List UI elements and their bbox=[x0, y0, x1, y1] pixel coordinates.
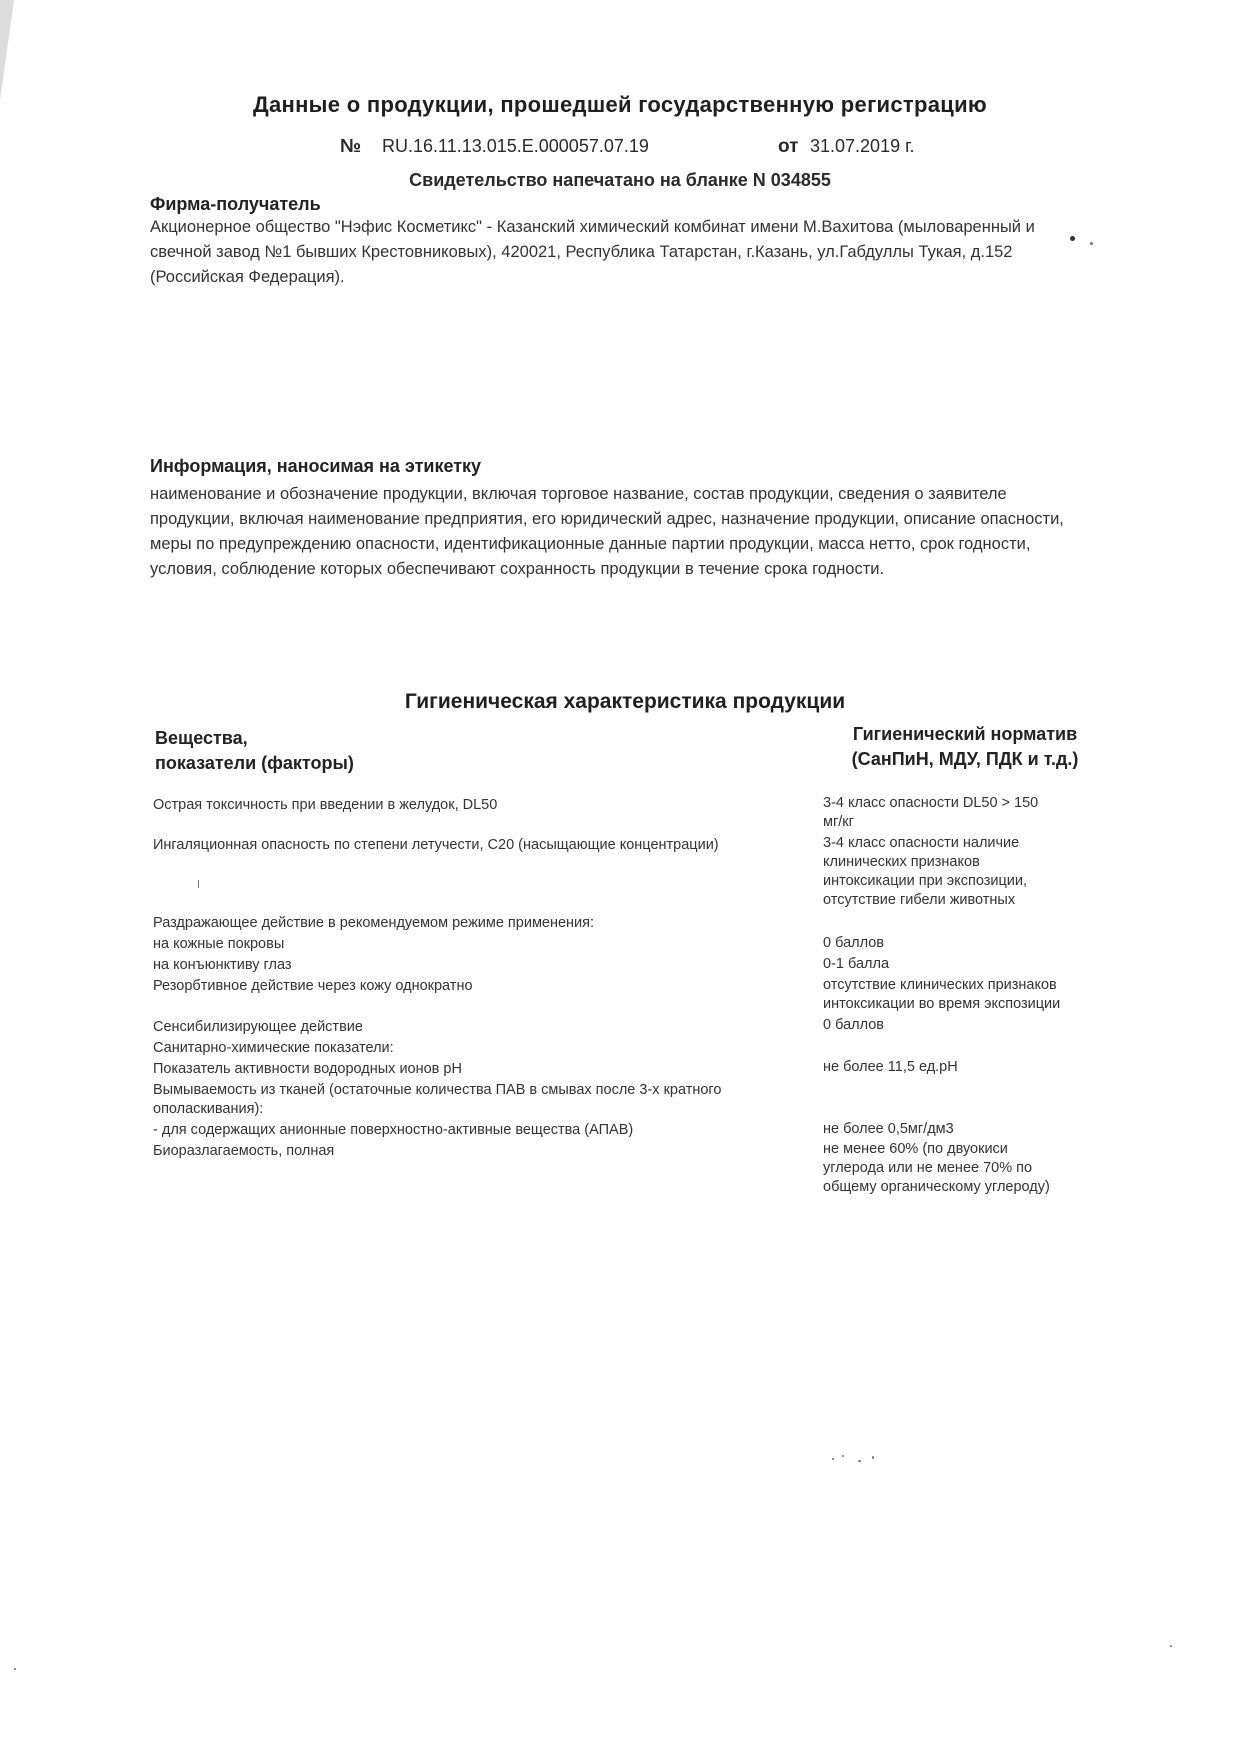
factor-row: Показатель активности водородных ионов pH bbox=[153, 1061, 462, 1077]
label-info-line: продукции, включая наименование предприятия, его юридический адрес, назначение продукции, описание опасности, bbox=[150, 510, 1064, 528]
label-info-line: условия, соблюдение которых обеспечивают сохранность продукции в течение срока годности. bbox=[150, 560, 885, 578]
norm-row: общему органическому углероду) bbox=[823, 1179, 1050, 1195]
registration-number-label: № bbox=[340, 136, 362, 157]
norm-row: 0 баллов bbox=[823, 1017, 884, 1033]
factor-row: - для содержащих анионные поверхностно-активные вещества (АПАВ) bbox=[153, 1122, 634, 1138]
label-info-line: наименование и обозначение продукции, включая торговое название, состав продукции, сведения о заявителе bbox=[150, 485, 1007, 503]
label-info-heading: Информация, наносимая на этикетку bbox=[150, 456, 482, 476]
recipient-heading: Фирма-получатель bbox=[150, 194, 321, 214]
norm-row: не более 11,5 ед.pH bbox=[823, 1059, 958, 1075]
factor-row: Биоразлагаемость, полная bbox=[153, 1143, 335, 1159]
norm-row: отсутствие клинических признаков bbox=[823, 977, 1057, 993]
scan-speck bbox=[198, 880, 199, 888]
factor-row: на конъюнктиву глаз bbox=[153, 957, 292, 973]
label-info-line: меры по предупреждению опасности, идентификационные данные партии продукции, масса нетто, срок годности, bbox=[150, 535, 1031, 553]
norm-row: не более 0,5мг/дм3 bbox=[823, 1121, 954, 1137]
scan-speck bbox=[832, 1458, 834, 1460]
norm-row: интоксикации во время экспозиции bbox=[823, 996, 1061, 1012]
norm-row: 0-1 балла bbox=[823, 956, 890, 972]
scan-speck bbox=[858, 1460, 861, 1462]
factor-row: Острая токсичность при введении в желудок, DL50 bbox=[153, 797, 498, 813]
substances-column-header: Вещества, показатели (факторы) bbox=[155, 728, 354, 773]
norm-row: мг/кг bbox=[823, 814, 854, 830]
factor-row: Вымываемость из тканей (остаточные количества ПАВ в смывах после 3-х кратного bbox=[153, 1082, 722, 1098]
scan-speck bbox=[842, 1455, 844, 1457]
scan-corner-shadow bbox=[0, 0, 14, 100]
hygiene-title: Гигиеническая характеристика продукции bbox=[404, 690, 846, 713]
norm-row: 0 баллов bbox=[823, 935, 884, 951]
factor-row: ополаскивания): bbox=[153, 1101, 264, 1117]
norm-row: 3-4 класс опасности DL50 > 150 bbox=[823, 795, 1039, 811]
recipient-line: (Российская Федерация). bbox=[150, 268, 345, 286]
factor-row: Раздражающее действие в рекомендуемом режиме применения: bbox=[153, 915, 595, 931]
recipient-line: свечной завод №1 бывших Крестовниковых), 420021, Республика Татарстан, г.Казань, ул.Габдуллы Тукая, д.152 bbox=[150, 243, 1013, 261]
recipient-line: Акционерное общество "Нэфис Косметикс" - Казанский химический комбинат имени М.Вахитова (мыловаренный и bbox=[150, 218, 1035, 236]
scan-speck bbox=[1090, 242, 1093, 245]
norm-row: клинических признаков bbox=[823, 854, 980, 870]
factor-row: Сенсибилизирующее действие bbox=[153, 1019, 363, 1035]
certificate-blank-note: Свидетельство напечатано на бланке N 034855 bbox=[409, 170, 831, 190]
scan-speck bbox=[1170, 1645, 1172, 1647]
factor-row: Ингаляционная опасность по степени летучести, C20 (насыщающие концентрации) bbox=[153, 837, 719, 853]
factor-row: Резорбтивное действие через кожу однократно bbox=[153, 978, 473, 994]
registration-date: 31.07.2019 г. bbox=[810, 136, 915, 156]
scan-speck bbox=[14, 1668, 16, 1670]
norm-row: углерода или не менее 70% по bbox=[823, 1160, 1033, 1176]
scan-speck bbox=[1070, 236, 1075, 241]
registration-date-label: от bbox=[778, 136, 799, 157]
document-title: Данные о продукции, прошедшей государственную регистрацию bbox=[253, 92, 987, 117]
scan-speck bbox=[872, 1456, 874, 1459]
norm-row: отсутствие гибели животных bbox=[823, 892, 1016, 908]
norm-column-header: Гигиенический норматив (СанПиН, МДУ, ПДК и т.д.) bbox=[851, 724, 1079, 769]
factor-row: Санитарно-химические показатели: bbox=[153, 1040, 394, 1056]
factor-row: на кожные покровы bbox=[153, 936, 285, 952]
recipient-text bbox=[150, 215, 1035, 290]
norm-row: не менее 60% (по двуокиси bbox=[823, 1141, 1008, 1157]
norm-row: 3-4 класс опасности наличие bbox=[823, 835, 1020, 851]
registration-number: RU.16.11.13.015.Е.000057.07.19 bbox=[382, 136, 649, 156]
label-info-text bbox=[150, 482, 1064, 582]
norm-row: интоксикации при экспозиции, bbox=[823, 873, 1027, 889]
